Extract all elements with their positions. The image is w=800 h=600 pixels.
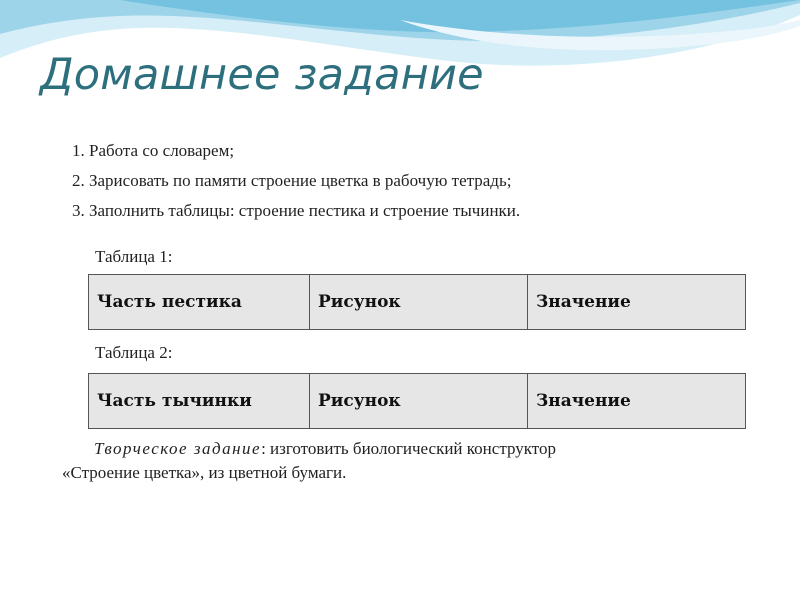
task-item: 3. Заполнить таблицы: строение пестика и строение тычинки. bbox=[72, 201, 521, 220]
pistil-table bbox=[88, 274, 746, 330]
task-item: 2. Зарисовать по памяти строение цветка в рабочую тетрадь; bbox=[72, 171, 512, 190]
creative-task-line2: «Строение цветка», из цветной бумаги. bbox=[62, 463, 347, 482]
table1-caption: Таблица 1: bbox=[95, 247, 173, 266]
table-header-cell: Часть тычинки bbox=[89, 374, 310, 429]
table-header-row bbox=[89, 275, 746, 330]
table2-caption: Таблица 2: bbox=[95, 343, 173, 362]
table-header-cell: Часть пестика bbox=[89, 275, 310, 330]
slide-title: Домашнее задание bbox=[40, 50, 484, 100]
table-header-row bbox=[89, 374, 746, 429]
task-item: 1. Работа со словарем; bbox=[72, 141, 235, 160]
creative-task-label: Творческое задание bbox=[94, 439, 262, 458]
stamen-table bbox=[88, 373, 746, 429]
table-header-cell: Рисунок bbox=[310, 374, 528, 429]
table-header-cell: Значение bbox=[528, 275, 746, 330]
table-header-cell: Рисунок bbox=[310, 275, 528, 330]
table-header-cell: Значение bbox=[528, 374, 746, 429]
creative-task-text: : изготовить биологический конструктор bbox=[261, 439, 556, 458]
creative-task bbox=[62, 437, 752, 485]
creative-task-line1 bbox=[62, 437, 752, 461]
task-list bbox=[72, 136, 520, 226]
